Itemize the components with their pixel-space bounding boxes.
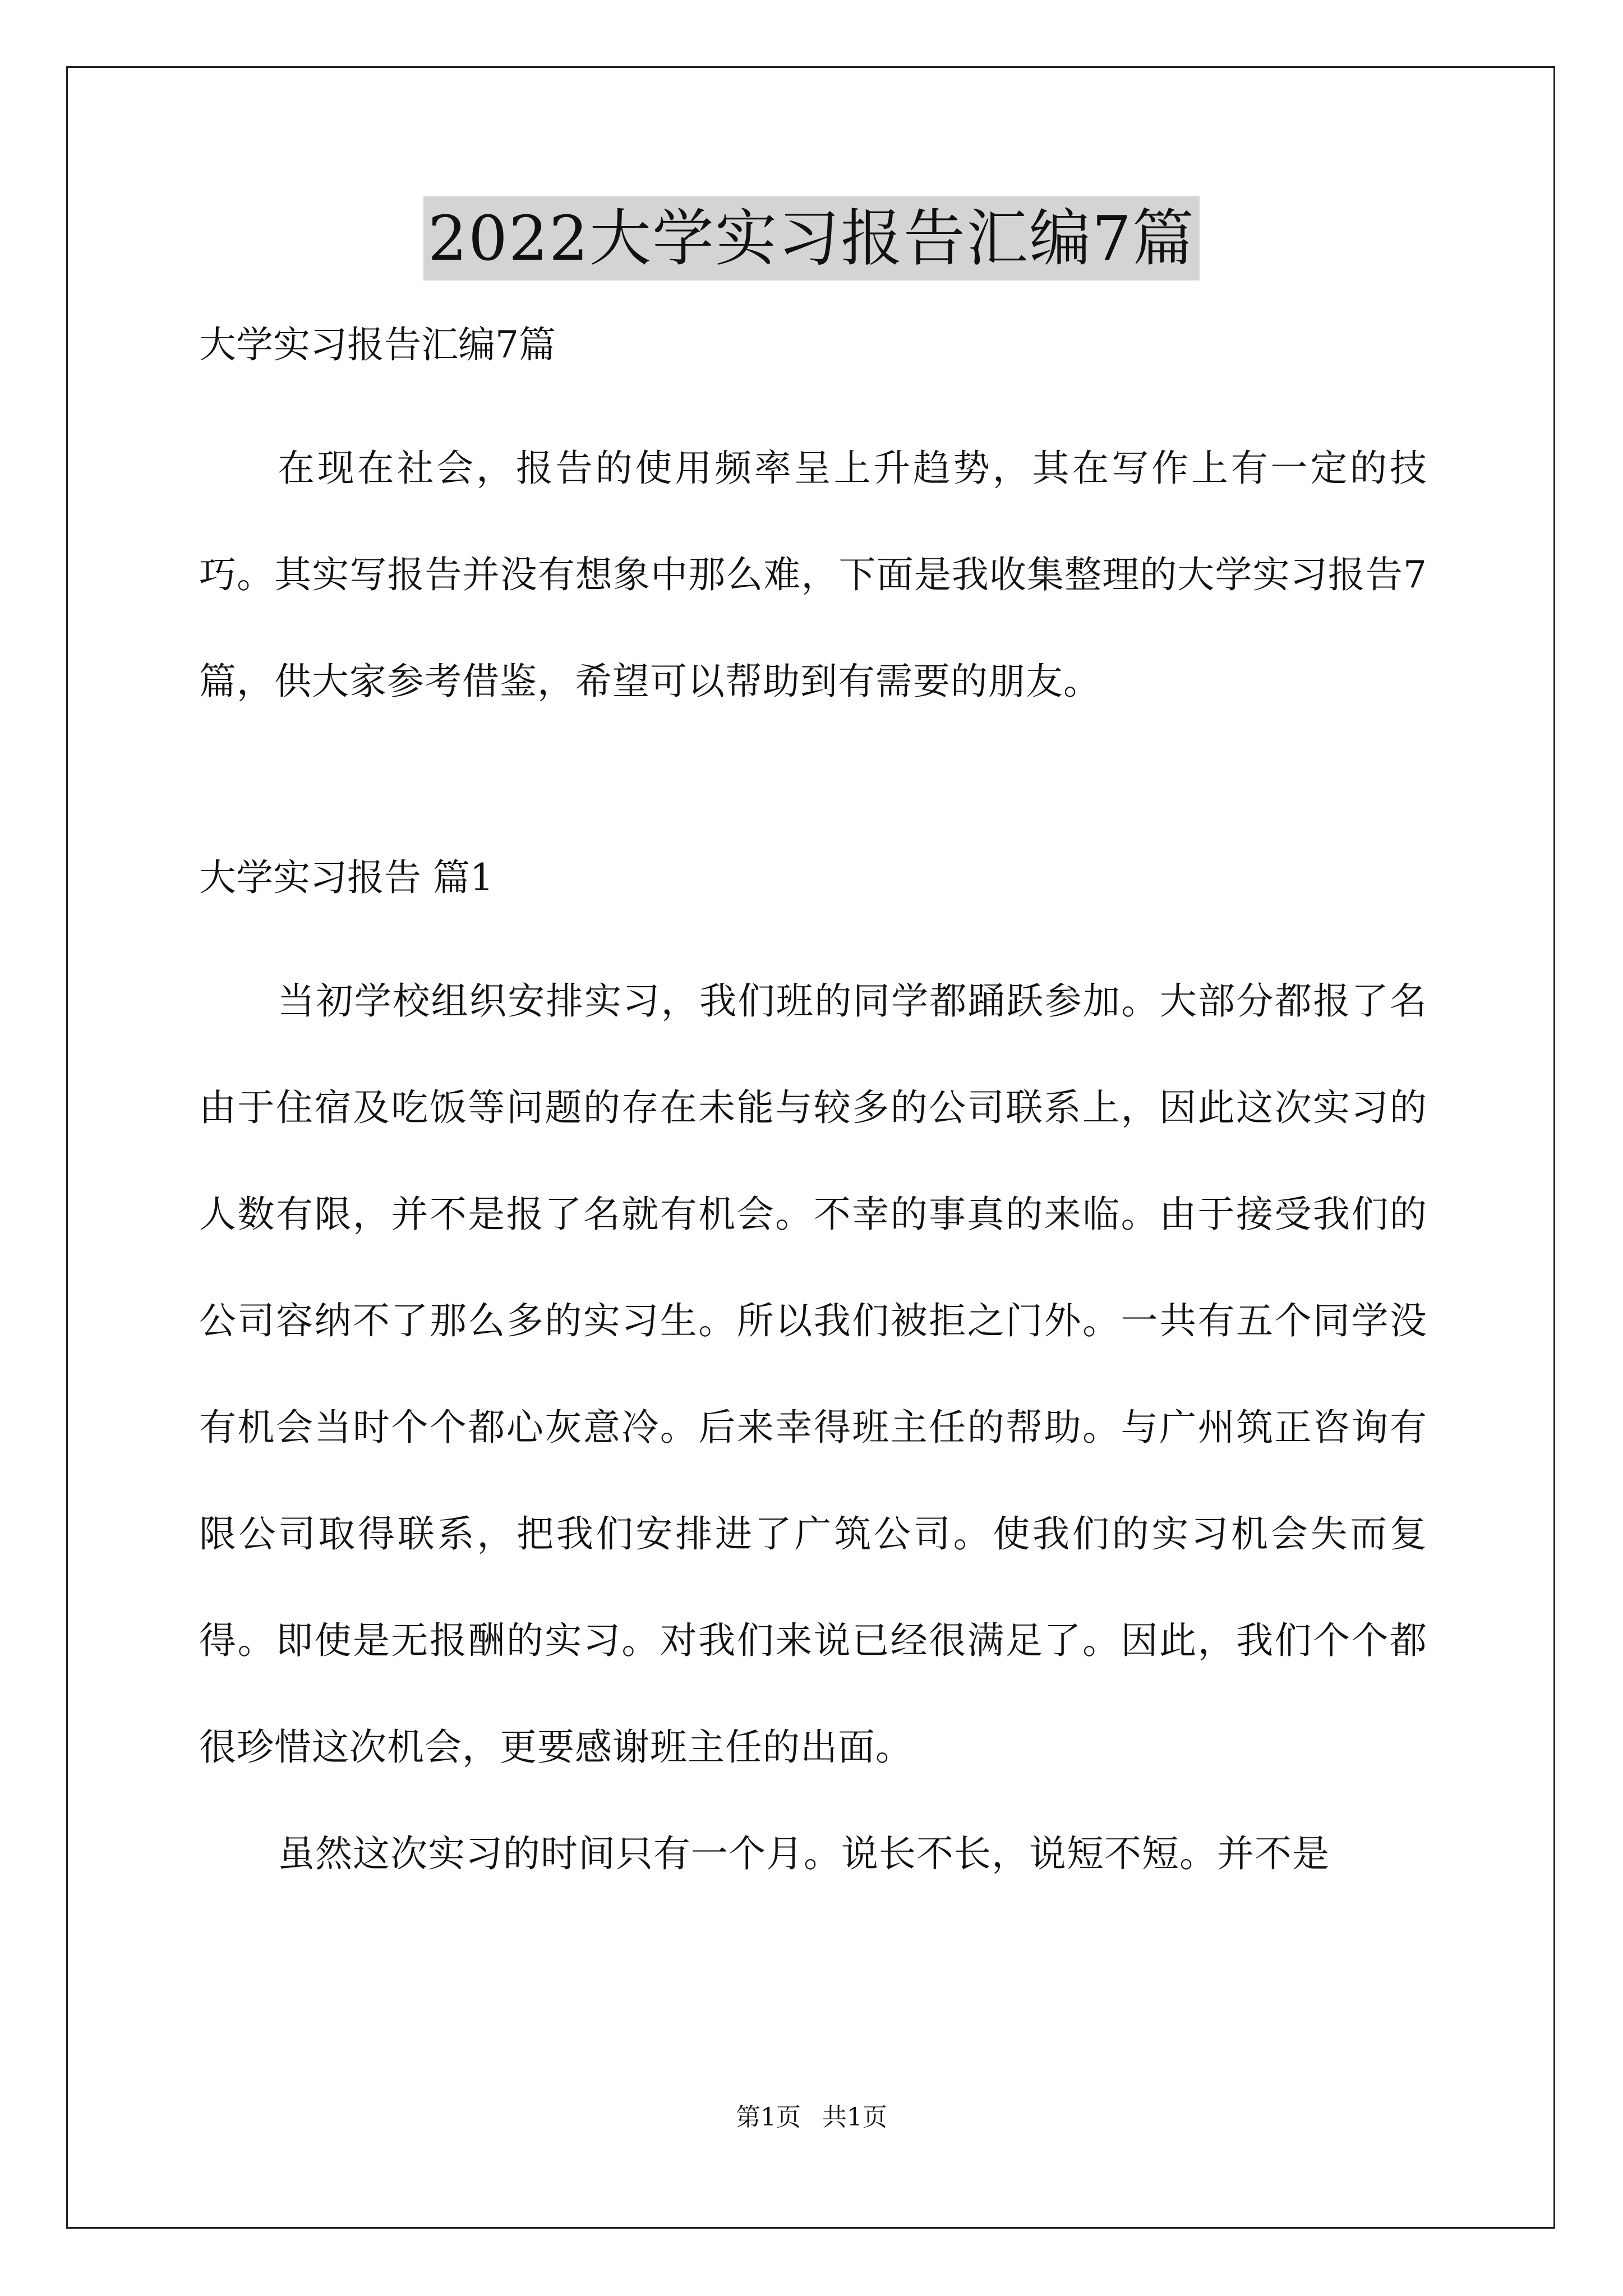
document-body bbox=[199, 314, 1427, 1907]
body-paragraph: 虽然这次实习的时间只有一个月。说长不长，说短不短。并不是 bbox=[278, 1832, 1330, 1875]
document-subtitle: 大学实习报告汇编7篇 bbox=[199, 323, 556, 366]
section-heading: 大学实习报告 篇1 bbox=[199, 856, 494, 899]
page-number-current: 第1页 bbox=[736, 2103, 801, 2132]
title-area bbox=[0, 196, 1623, 280]
page-title: 2022大学实习报告汇编7篇 bbox=[423, 196, 1200, 280]
spacer bbox=[199, 376, 1427, 415]
intro-paragraph: 在现在社会，报告的使用频率呈上升趋势，其在写作上有一定的技巧。其实写报告并没有想象中那么难，下面是我收集整理的大学实习报告7篇，供大家参考借鉴，希望可以帮助到有需要的朋友。 bbox=[199, 447, 1427, 703]
page-footer bbox=[0, 2101, 1623, 2134]
spacer bbox=[199, 909, 1427, 948]
body-paragraph: 当初学校组织安排实习，我们班的同学都踊跃参加。大部分都报了名由于住宿及吃饭等问题的存在未能与较多的公司联系上，因此这次实习的人数有限，并不是报了名就有机会。不幸的事真的来临。由于接受我们的公司容纳不了那么多的实习生。所以我们被拒之门外。一共有五个同学没有机会当时个个都心灰意冷。后来幸得班主任的帮助。与广州筑正咨询有限公司取得联系，把我们安排进了广筑公司。使我们的实习机会失而复得。即使是无报酬的实习。对我们来说已经很满足了。因此，我们个个都很珍惜这次机会，更要感谢班主任的出面。 bbox=[199, 979, 1427, 1769]
page-number-total: 共1页 bbox=[822, 2103, 887, 2132]
